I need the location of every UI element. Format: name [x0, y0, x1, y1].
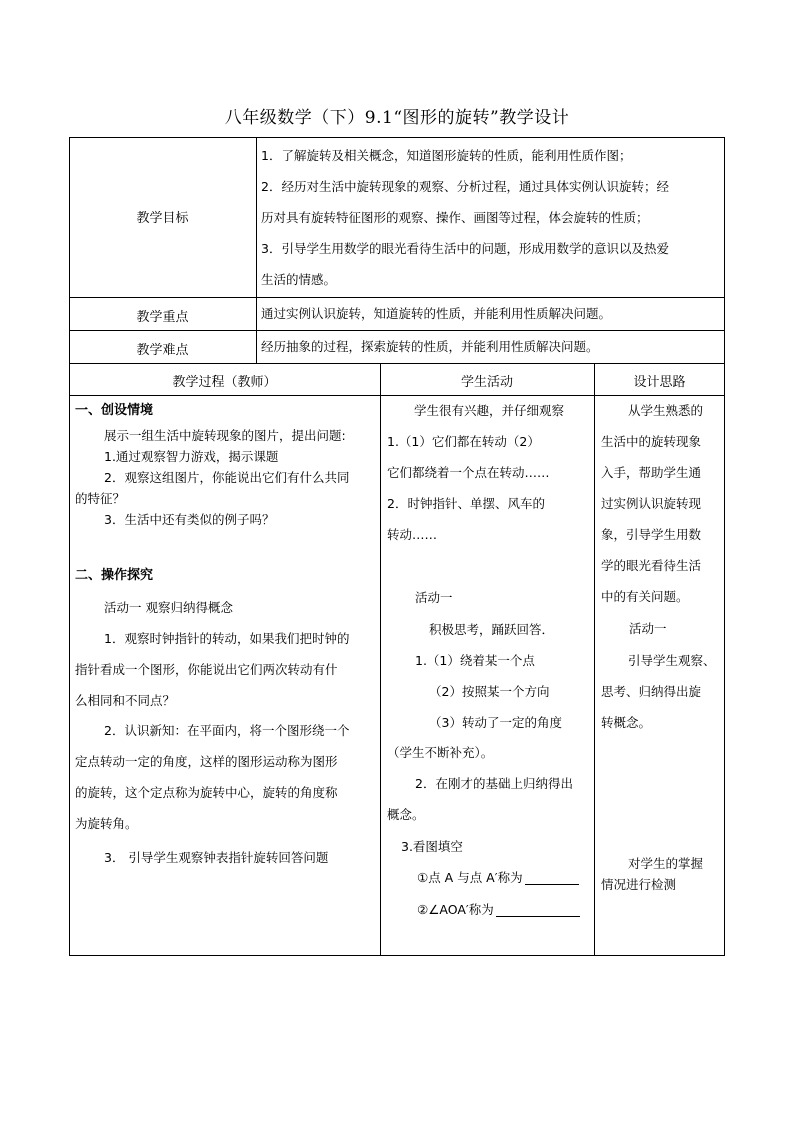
design-top [601, 395, 723, 612]
text-line: 生活中的旋转现象 [601, 434, 702, 449]
design-check [601, 853, 723, 895]
col-header-design: 设计思路 [633, 375, 686, 390]
student-think: 积极思考，踊跃回答． [429, 622, 555, 637]
text-line: 转动…… [387, 527, 438, 542]
text-line: 2．认识新知：在平面内，将一个图形绕一个 [104, 723, 350, 738]
col-header-student: 学生活动 [460, 375, 513, 390]
fill-blank[interactable] [525, 868, 579, 885]
text-line: 1.（1）它们都在转动（2） [387, 434, 540, 449]
difficulty-text: 经历抽象的过程，探索旋转的性质，并能利用性质解决问题。 [261, 339, 599, 354]
text-line: 2．时钟指针、单摆、风车的 [387, 496, 545, 511]
text-line: 为旋转角。 [75, 816, 138, 831]
activity-title: 活动一 观察归纳得概念 [104, 600, 233, 615]
text-line: 中的有关问题。 [601, 589, 689, 604]
text-line: 引导学生观察、 [628, 653, 716, 668]
text-line: 思考、归纳得出旋 [601, 684, 702, 699]
text-line: 1．观察时钟指针的转动，如果我们把时钟的 [104, 631, 350, 646]
col-divider [380, 363, 381, 956]
section-heading: 一、创设情境 [75, 403, 154, 418]
student-top [387, 395, 592, 550]
teacher-q3: 3． 引导学生观察钟表指针旋转回答问题 [104, 850, 329, 865]
key-text: 通过实例认识旋转，知道旋转的性质，并能利用性质解决问题。 [261, 306, 612, 321]
text-line: 转概念。 [601, 715, 652, 730]
student-answer: 概念。 [387, 807, 425, 822]
student-answer: 2．在刚才的基础上归纳得出 [415, 776, 573, 791]
fill-prompt: ②∠AOA′称为 [417, 902, 494, 917]
text-line: 象，引导学生用数 [601, 527, 702, 542]
goal-line: 生活的情感。 [261, 272, 337, 287]
text-line: 入手，帮助学生通 [601, 465, 702, 480]
student-answer: （2）按照某一个方向 [429, 684, 550, 699]
text-line: 对学生的掌握 [628, 856, 704, 871]
col-divider [594, 363, 595, 956]
table-border-top [69, 137, 725, 138]
fill-heading: 3.看图填空 [401, 839, 463, 854]
text-line: 它们都绕着一个点在转动…… [387, 465, 550, 480]
fill-item [417, 894, 580, 925]
text-line: 么相同和不同点？ [75, 693, 176, 708]
lesson-plan-table [69, 137, 725, 956]
fill-prompt: ①点 A 与点 A′称为 [417, 870, 523, 885]
student-activity-title: 活动一 [415, 590, 453, 605]
text-line: 2．观察这组图片，你能说出它们有什么共同 [104, 470, 350, 485]
goal-line: 3．引导学生用数学的眼光看待生活中的问题，形成用数学的意识以及热爱 [261, 241, 669, 256]
section-heading: 二、操作探究 [75, 568, 154, 583]
student-answer: 1.（1）绕着某一个点 [415, 653, 535, 668]
page-title: 八年级数学（下）9.1“图形的旋转”教学设计 [224, 108, 570, 128]
text-line: 定点转动一定的角度，这样的图形运动称为图形 [75, 754, 338, 769]
student-answer: （学生不断补充）。 [387, 745, 494, 760]
goals-label: 教学目标 [136, 211, 189, 226]
key-label: 教学重点 [136, 310, 189, 325]
text-line: 过实例认识旋转现 [601, 496, 702, 511]
goal-line: 1．了解旋转及相关概念，知道图形旋转的性质，能利用性质作图； [261, 148, 632, 163]
text-line: 学的眼光看待生活 [601, 558, 702, 573]
design-activity-title: 活动一 [629, 621, 667, 636]
design-guide [601, 645, 723, 738]
text-line: 从学生熟悉的 [628, 403, 704, 418]
text-line: 的特征？ [75, 491, 126, 506]
goal-line: 2．经历对生活中旋转现象的观察、分析过程，通过具体实例认识旋转；经 [261, 179, 669, 194]
col-header-process: 教学过程（教师） [172, 375, 277, 390]
teacher-q2 [75, 715, 377, 839]
text-line: 指针看成一个图形，你能说出它们两次转动有什 [75, 662, 338, 677]
table-border-bottom [69, 955, 725, 956]
text-line: 3．生活中还有类似的例子吗？ [104, 512, 275, 527]
goals-text [261, 140, 721, 295]
teacher-q1 [75, 623, 377, 716]
col-divider [256, 137, 257, 363]
text-line: 展示一组生活中旋转现象的图片，提出问题: [104, 428, 346, 443]
fill-blank[interactable] [496, 900, 580, 917]
row-divider [69, 363, 725, 364]
goal-line: 历对具有旋转特征图形的观察、操作、画图等过程，体会旋转的性质； [261, 210, 649, 225]
student-answer: （3）转动了一定的角度 [429, 715, 562, 730]
text-line: 情况进行检测 [601, 877, 677, 892]
table-border-right [724, 137, 725, 956]
difficulty-label: 教学难点 [136, 343, 189, 358]
teacher-sec1 [75, 425, 377, 530]
text-line: 学生很有兴趣，并仔细观察 [414, 403, 565, 418]
table-border-left [69, 137, 70, 956]
text-line: 1.通过观察智力游戏，揭示课题 [104, 449, 279, 464]
text-line: 的旋转，这个定点称为旋转中心，旋转的角度称 [75, 785, 338, 800]
fill-item [417, 862, 579, 893]
